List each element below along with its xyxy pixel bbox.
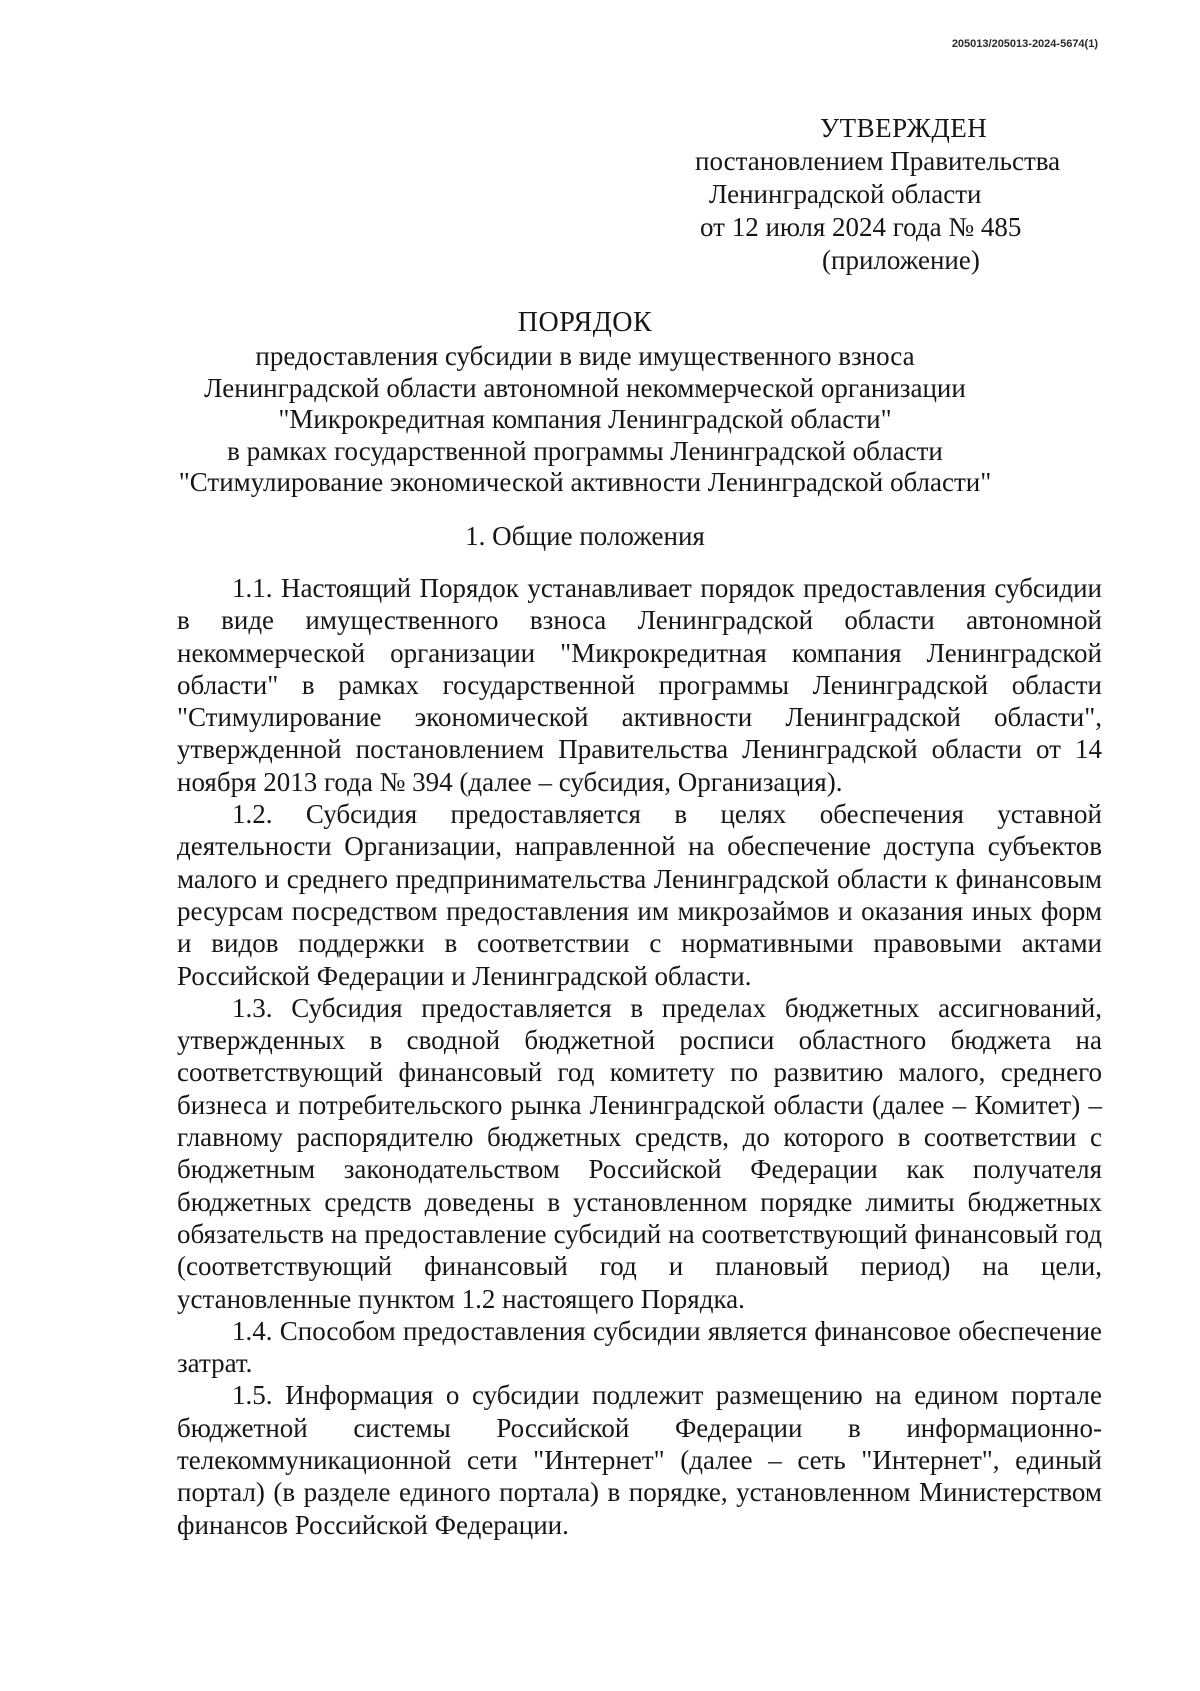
section-title: 1. Общие положения — [465, 521, 705, 551]
approval-block — [695, 112, 1095, 277]
document-title: ПОРЯДОК — [517, 307, 653, 338]
subtitle-line-3: "Микрокредитная компания Ленинградской области" — [278, 404, 892, 434]
paragraph-1-4: 1.4. Способом предоставления субсидии является финансовое обеспечение затрат. — [177, 1315, 1102, 1379]
approval-line-3: от 12 июля 2024 года № 485 — [700, 212, 1022, 242]
approval-line-4: (приложение) — [822, 245, 980, 275]
approval-line-1: постановлением Правительства — [695, 146, 1061, 176]
paragraph-1-3: 1.3. Субсидия предоставляется в пределах бюджетных ассигнований, утвержденных в сводной бюджетной росписи областного бюджета на соответствующий финансовый год комитету по развитию малого, среднего бизнеса и потребительского рынка Ленинградской области (далее – Комитет) – главному распорядителю бюджетных средств, до которого в соответствии с бюджетным законодательством Российской Федерации как получателя бюджетных средств доведены в установленном порядке лимиты бюджетных обязательств на предоставление субсидий на соответствующий финансовый год (соответствующий финансовый год и плановый период) на цели, установленные пунктом 1.2 настоящего Порядка. — [177, 992, 1102, 1314]
document-subtitle — [140, 341, 1030, 499]
paragraph-1-1: 1.1. Настоящий Порядок устанавливает порядок предоставления субсидии в виде имущественного взноса Ленинградской области автономной некоммерческой организации "Микрокредитная компания Ленинградской области" в рамках государственной программы Ленинградской области "Стимулирование экономической активности Ленинградской области", утвержденной постановлением Правительства Ленинградской области от 14 ноября 2013 года № 394 (далее – субсидия, Организация). — [177, 573, 1102, 797]
approval-stamp: УТВЕРЖДЕН — [820, 113, 988, 143]
subtitle-line-5: "Стимулирование экономической активности Ленинградской области" — [178, 467, 992, 497]
subtitle-line-2: Ленинградской области автономной некоммерческой организации — [204, 372, 966, 403]
subtitle-line-4: в рамках государственной программы Ленинградской области — [227, 435, 943, 466]
document-body — [177, 572, 1102, 1541]
approval-line-2: Ленинградской области — [709, 179, 982, 209]
paragraph-1-5: 1.5. Информация о субсидии подлежит размещению на едином портале бюджетной системы Российской Федерации в информационно-телекоммуникационной сети "Интернет" (далее – сеть "Интернет", единый портал) (в разделе единого портала) в порядке, установленном Министерством финансов Российской Федерации. — [177, 1380, 1102, 1540]
paragraph-1-2: 1.2. Субсидия предоставляется в целях обеспечения уставной деятельности Организации, направленной на обеспечение доступа субъектов малого и среднего предпринимательства Ленинградской области к финансовым ресурсам посредством предоставления им микрозаймов и оказания иных форм и видов поддержки в соответствии с нормативными правовыми актами Российской Федерации и Ленинградской области. — [177, 799, 1102, 991]
subtitle-line-1: предоставления субсидии в виде имущественного взноса — [255, 341, 915, 371]
document-id: 205013/205013-2024-5674(1) — [951, 38, 1098, 50]
